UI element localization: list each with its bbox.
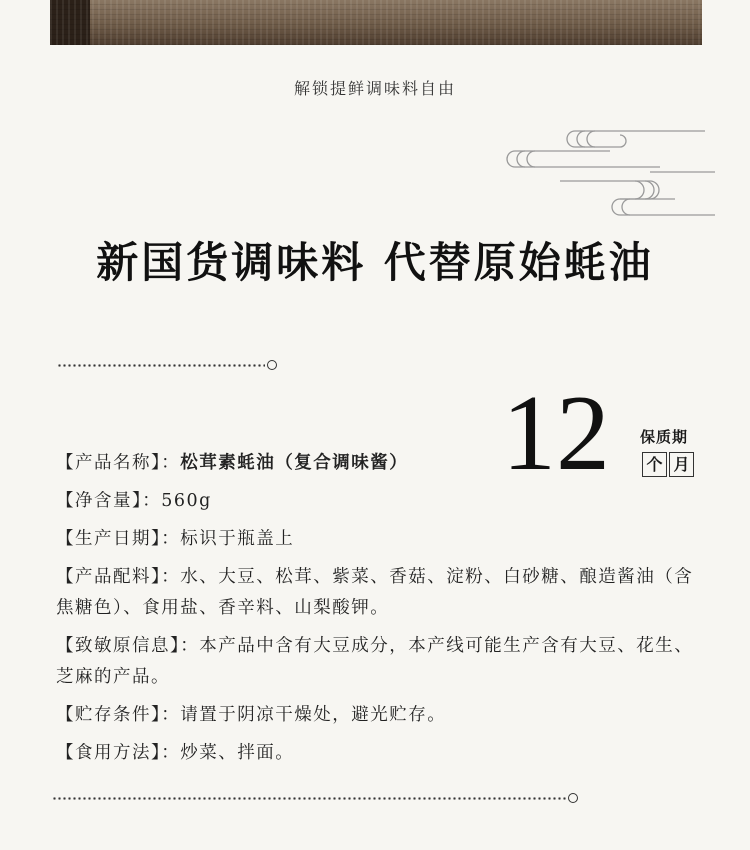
info-row-allergens: 【致敏原信息】：本产品中含有大豆成分，本产线可能生产含有大豆、花生、芝麻的产品。 [56, 636, 694, 687]
dotted-divider-bottom [52, 793, 578, 805]
ring-icon [267, 360, 277, 370]
shelf-life-label: 保质期 [640, 428, 689, 446]
info-row-production-date: 【生产日期】：标识于瓶盖上 [56, 529, 295, 549]
info-row-usage: 【食用方法】：炒菜、拌面。 [56, 743, 295, 763]
shelf-life-number: 12 [502, 374, 610, 493]
tagline: 解锁提鲜调味料自由 [293, 79, 456, 98]
product-info-list [56, 448, 706, 776]
dotted-divider-top [57, 360, 277, 372]
unit-char-yue: 月 [669, 452, 694, 477]
info-row-storage: 【贮存条件】：请置于阴凉干燥处，避光贮存。 [56, 705, 447, 725]
cloud-pattern-icon [500, 126, 725, 218]
product-photo-strip [50, 0, 702, 45]
info-row-net-weight: 【净含量】：560g [56, 491, 212, 511]
info-row-ingredients: 【产品配料】：水、大豆、松茸、紫菜、香菇、淀粉、白砂糖、酿造酱油（含焦糖色）、食用盐、香辛料、山梨酸钾。 [56, 567, 694, 618]
ring-icon [568, 793, 578, 803]
burlap-texture [50, 0, 702, 45]
info-row-name: 【产品名称】：松茸素蚝油（复合调味酱） [56, 453, 409, 473]
headline: 新国货调味料 代替原始蚝油 [96, 238, 654, 287]
unit-char-ge: 个 [642, 452, 667, 477]
